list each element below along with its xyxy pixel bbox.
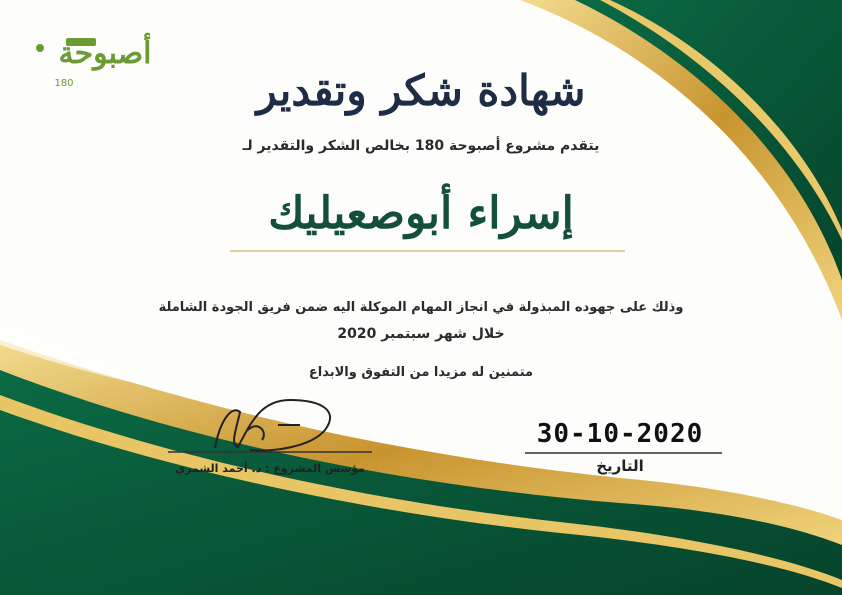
logo-number: 180 [54,78,74,89]
wish-text: متمنين له مزيدا من التفوق والابداع [308,365,534,380]
logo-text: أصبوحة [58,36,152,71]
date-value: 30-10-2020 [536,419,704,449]
body-text-line1: وذلك على جهوده المبذولة في انجاز المهام الموكلة اليه ضمن فريق الجودة الشاملة [158,300,684,315]
date-label: التاريخ [596,457,644,475]
certificate-title: شهادة شكر وتقدير [256,66,586,115]
signature-caption: مؤسس المشروع : د. أحمد الشمري [175,462,365,475]
body-text-line2: خلال شهر سبتمبر 2020 [337,326,505,342]
intro-text: يتقدم مشروع أصبوحة 180 بخالص الشكر والتقدير لـ [242,138,600,154]
recipient-name: إسراء أبوصعيليك [268,188,574,239]
